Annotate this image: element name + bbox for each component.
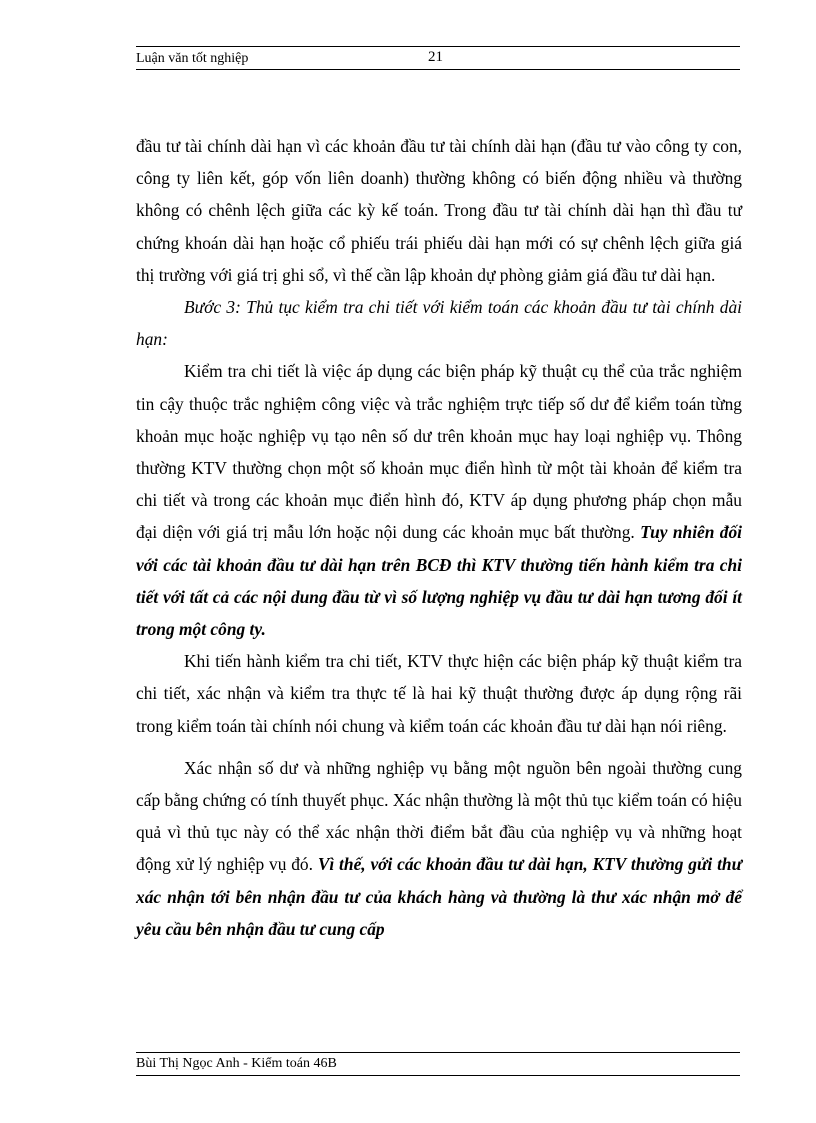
paragraph-text: Kiểm tra chi tiết là việc áp dụng các biện pháp kỹ thuật cụ thể của trắc nghiệm tin cậy thuộc trắc nghiệm công việc và trắc nghiệm trực tiếp số dư để kiểm toán từng khoản mục hoặc nghiệp vụ tạo nên số dư trên khoản mục hay loại nghiệp vụ. Thông thường KTV thường chọn một số khoản mục điển hình từ một tài khoản để kiểm tra chi tiết và trong các khoản mục điển hình đó, KTV áp dụng phương pháp chọn mẫu đại diện với giá trị mẫu lớn hoặc nội dung các khoản mục bất thường.	[136, 361, 742, 543]
page-header	[136, 46, 740, 70]
emphasis-text: Tuy nhiên đối với các tài khoản đầu tư dài hạn trên BCĐ thì KTV thường tiến hành kiểm tra chi tiết với tất cả các nội dung đầu từ vì số lượng nghiệp vụ đầu tư dài hạn tương đối ít trong một công ty.	[136, 522, 742, 640]
paragraph	[136, 355, 742, 645]
paragraph: đầu tư tài chính dài hạn vì các khoản đầu tư tài chính dài hạn (đầu tư vào công ty con, công ty liên kết, góp vốn liên doanh) thường không có biến động nhiều và thường không có chênh lệch giữa các kỳ kế toán. Trong đầu tư tài chính dài hạn thì đầu tư chứng khoán dài hạn hoặc cổ phiếu trái phiếu dài hạn mới có sự chênh lệch giữa giá thị trường với giá trị ghi sổ, vì thế cần lập khoản dự phòng giảm giá đầu tư dài hạn.	[136, 136, 742, 285]
document-body	[136, 130, 742, 945]
paragraph-text: Xác nhận số dư và những nghiệp vụ bằng một nguồn bên ngoài thường cung cấp bằng chứng có tính thuyết phục. Xác nhận thường là một thủ tục kiểm toán có hiệu quả vì thủ tục này có thể xác nhận thời điểm bắt đầu của nghiệp vụ và những hoạt động xử lý nghiệp vụ đó.	[136, 757, 742, 875]
paragraph	[136, 752, 742, 945]
footer-text: Bùi Thị Ngọc Anh - Kiểm toán 46B	[136, 1056, 337, 1071]
paragraph: Khi tiến hành kiểm tra chi tiết, KTV thực hiện các biện pháp kỹ thuật kiểm tra chi tiết, xác nhận và kiểm tra thực tế là hai kỹ thuật thường được áp dụng rộng rãi trong kiểm toán tài chính nói chung và kiểm toán các khoản đầu tư dài hạn nói riêng.	[136, 651, 742, 736]
header-title: Luận văn tốt nghiệp	[136, 51, 249, 66]
step-heading: Bước 3: Thủ tục kiểm tra chi tiết với kiểm toán các khoản đầu tư tài chính dài hạn:	[136, 297, 742, 350]
emphasis-text: Vì thế, với các khoản đầu tư dài hạn, KTV thường gửi thư xác nhận tới bên nhận đầu tư của khách hàng và thường là thư xác nhận mở để yêu cầu bên nhận đầu tư cung cấp	[136, 854, 742, 939]
page-number: 21	[428, 49, 443, 65]
page-footer	[136, 1052, 740, 1076]
